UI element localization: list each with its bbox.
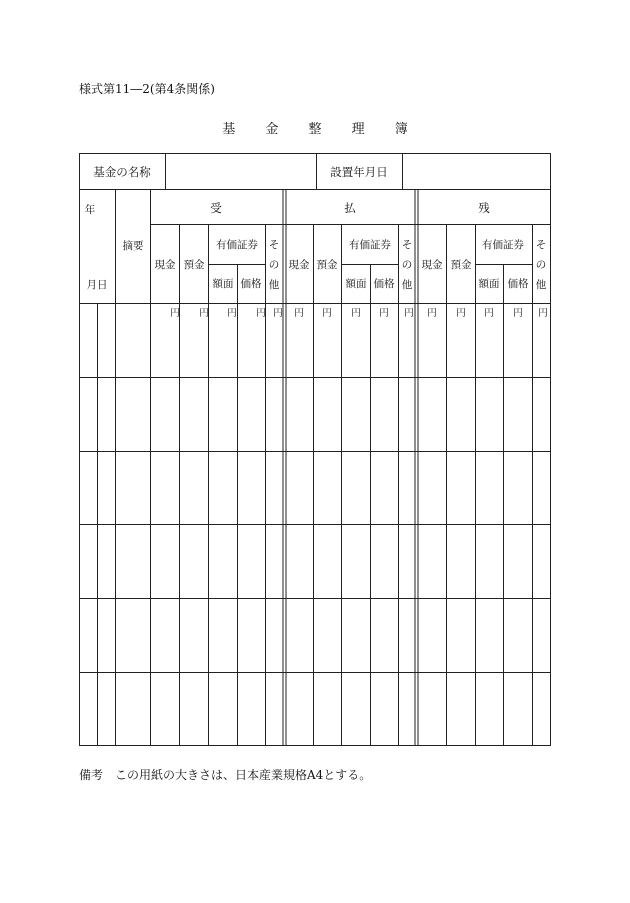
- balance-yen-unit-5: 円: [538, 308, 548, 319]
- payment-securities-label: 有価証券: [349, 239, 391, 251]
- balance-other-label-2: の: [535, 259, 547, 271]
- balance-yen-unit-4: 円: [513, 308, 523, 319]
- balance-cash-label: 現金: [421, 259, 443, 271]
- balance-securities-label: 有価証券: [482, 239, 524, 251]
- established-date-label: 設置年月日: [330, 165, 388, 179]
- receipt-yen-unit-1: 円: [170, 308, 180, 319]
- receipt-yen-unit-3: 円: [227, 308, 237, 319]
- receipt-other-label-2: の: [268, 259, 280, 271]
- section-balance-label: 残: [478, 201, 490, 215]
- payment-cash-label: 現金: [288, 259, 310, 271]
- receipt-cash-label: 現金: [154, 259, 176, 271]
- receipt-deposit-label: 預金: [183, 259, 205, 271]
- sub-column-labels: [155, 238, 548, 319]
- balance-yen-unit-1: 円: [427, 308, 437, 319]
- ledger-title: 基 金 整 理 簿: [222, 122, 408, 137]
- section-payment-label: 払: [344, 201, 356, 215]
- payment-other-label-3: 他: [401, 279, 413, 291]
- balance-deposit-label: 預金: [450, 259, 472, 271]
- payment-deposit-label: 預金: [316, 259, 338, 271]
- section-receipt-label: 受: [210, 201, 222, 215]
- receipt-other-label-1: そ: [268, 239, 280, 251]
- payment-yen-unit-3: 円: [351, 308, 361, 319]
- balance-yen-unit-3: 円: [484, 308, 494, 319]
- payment-yen-unit-4: 円: [379, 308, 389, 319]
- receipt-yen-unit-4: 円: [256, 308, 266, 319]
- payment-yen-unit-5: 円: [404, 308, 414, 319]
- payment-other-label-2: の: [401, 259, 413, 271]
- month-day-label: 月日: [86, 279, 108, 291]
- payment-price-label: 価格: [373, 278, 395, 290]
- receipt-securities-label: 有価証券: [216, 239, 258, 251]
- balance-other-label-3: 他: [535, 279, 547, 291]
- receipt-yen-unit-5: 円: [273, 308, 283, 319]
- receipt-price-label: 価格: [240, 278, 262, 290]
- form-number: 様式第11―2(第4条関係): [79, 82, 215, 96]
- receipt-yen-unit-2: 円: [199, 308, 209, 319]
- balance-price-label: 価格: [507, 278, 529, 290]
- receipt-face-value-label: 額面: [212, 278, 234, 290]
- balance-yen-unit-2: 円: [456, 308, 466, 319]
- summary-label: 摘要: [122, 240, 144, 252]
- balance-other-label-1: そ: [535, 239, 547, 251]
- payment-yen-unit-1: 円: [294, 308, 304, 319]
- receipt-other-label-3: 他: [268, 279, 280, 291]
- payment-other-label-1: そ: [401, 239, 413, 251]
- fund-name-label: 基金の名称: [93, 165, 151, 179]
- balance-face-value-label: 額面: [478, 278, 500, 290]
- payment-face-value-label: 額面: [345, 278, 367, 290]
- payment-yen-unit-2: 円: [322, 308, 332, 319]
- footnote: 備考 この用紙の大きさは、日本産業規格A4とする。: [79, 768, 372, 782]
- year-label: 年: [84, 204, 96, 216]
